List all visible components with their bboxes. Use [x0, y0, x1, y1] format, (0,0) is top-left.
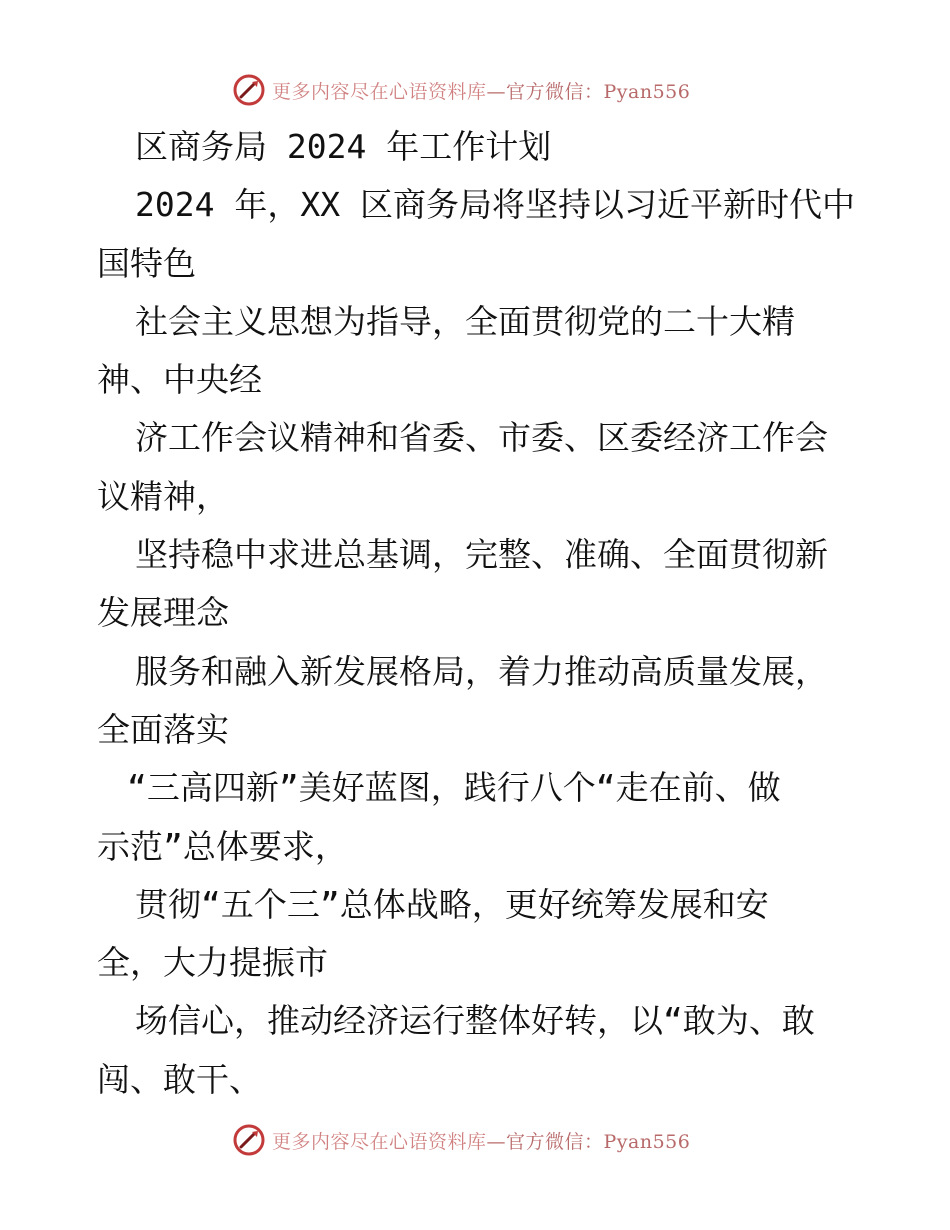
brush-seal-logo-icon [232, 73, 266, 107]
watermark-text: 更多内容尽在心语资料库—官方微信：Pyan556 [272, 80, 691, 103]
paragraph-line: 国特色 [97, 243, 196, 283]
brush-seal-logo-icon [232, 1123, 266, 1157]
paragraph-line: 发展理念 [97, 593, 229, 633]
watermark-text: 更多内容尽在心语资料库—官方微信：Pyan556 [272, 1130, 691, 1153]
paragraph-line: 示范”总体要求， [97, 826, 348, 866]
paragraph-line: 议精神， [97, 476, 229, 516]
paragraph-line: 闯、敢干、 [97, 1059, 262, 1099]
paragraph-line: 全面落实 [97, 709, 229, 749]
paragraph-line: 服务和融入新发展格局，着力推动高质量发展， [135, 651, 828, 691]
paragraph-line: 贯彻“五个三”总体战略，更好统筹发展和安 [135, 884, 769, 924]
header-watermark [232, 70, 732, 110]
document-title: 区商务局 2024 年工作计划 [135, 127, 552, 166]
paragraph-line: 坚持稳中求进总基调，完整、准确、全面贯彻新 [135, 535, 828, 575]
paragraph-line: 济工作会议精神和省委、市委、区委经济工作会 [135, 418, 828, 458]
paragraph-line: 神、中央经 [97, 360, 262, 400]
paragraph-line: 全，大力提振市 [97, 943, 328, 983]
footer-watermark [232, 1120, 732, 1160]
paragraph-line: 场信心，推动经济运行整体好转，以“敢为、敢 [135, 1001, 815, 1041]
paragraph-line: “三高四新”美好蓝图，践行八个“走在前、做 [127, 768, 781, 808]
paragraph-line: 2024 年，XX 区商务局将坚持以习近平新时代中 [135, 185, 855, 225]
paragraph-line: 社会主义思想为指导，全面贯彻党的二十大精 [135, 301, 795, 341]
document-body [97, 118, 867, 1109]
